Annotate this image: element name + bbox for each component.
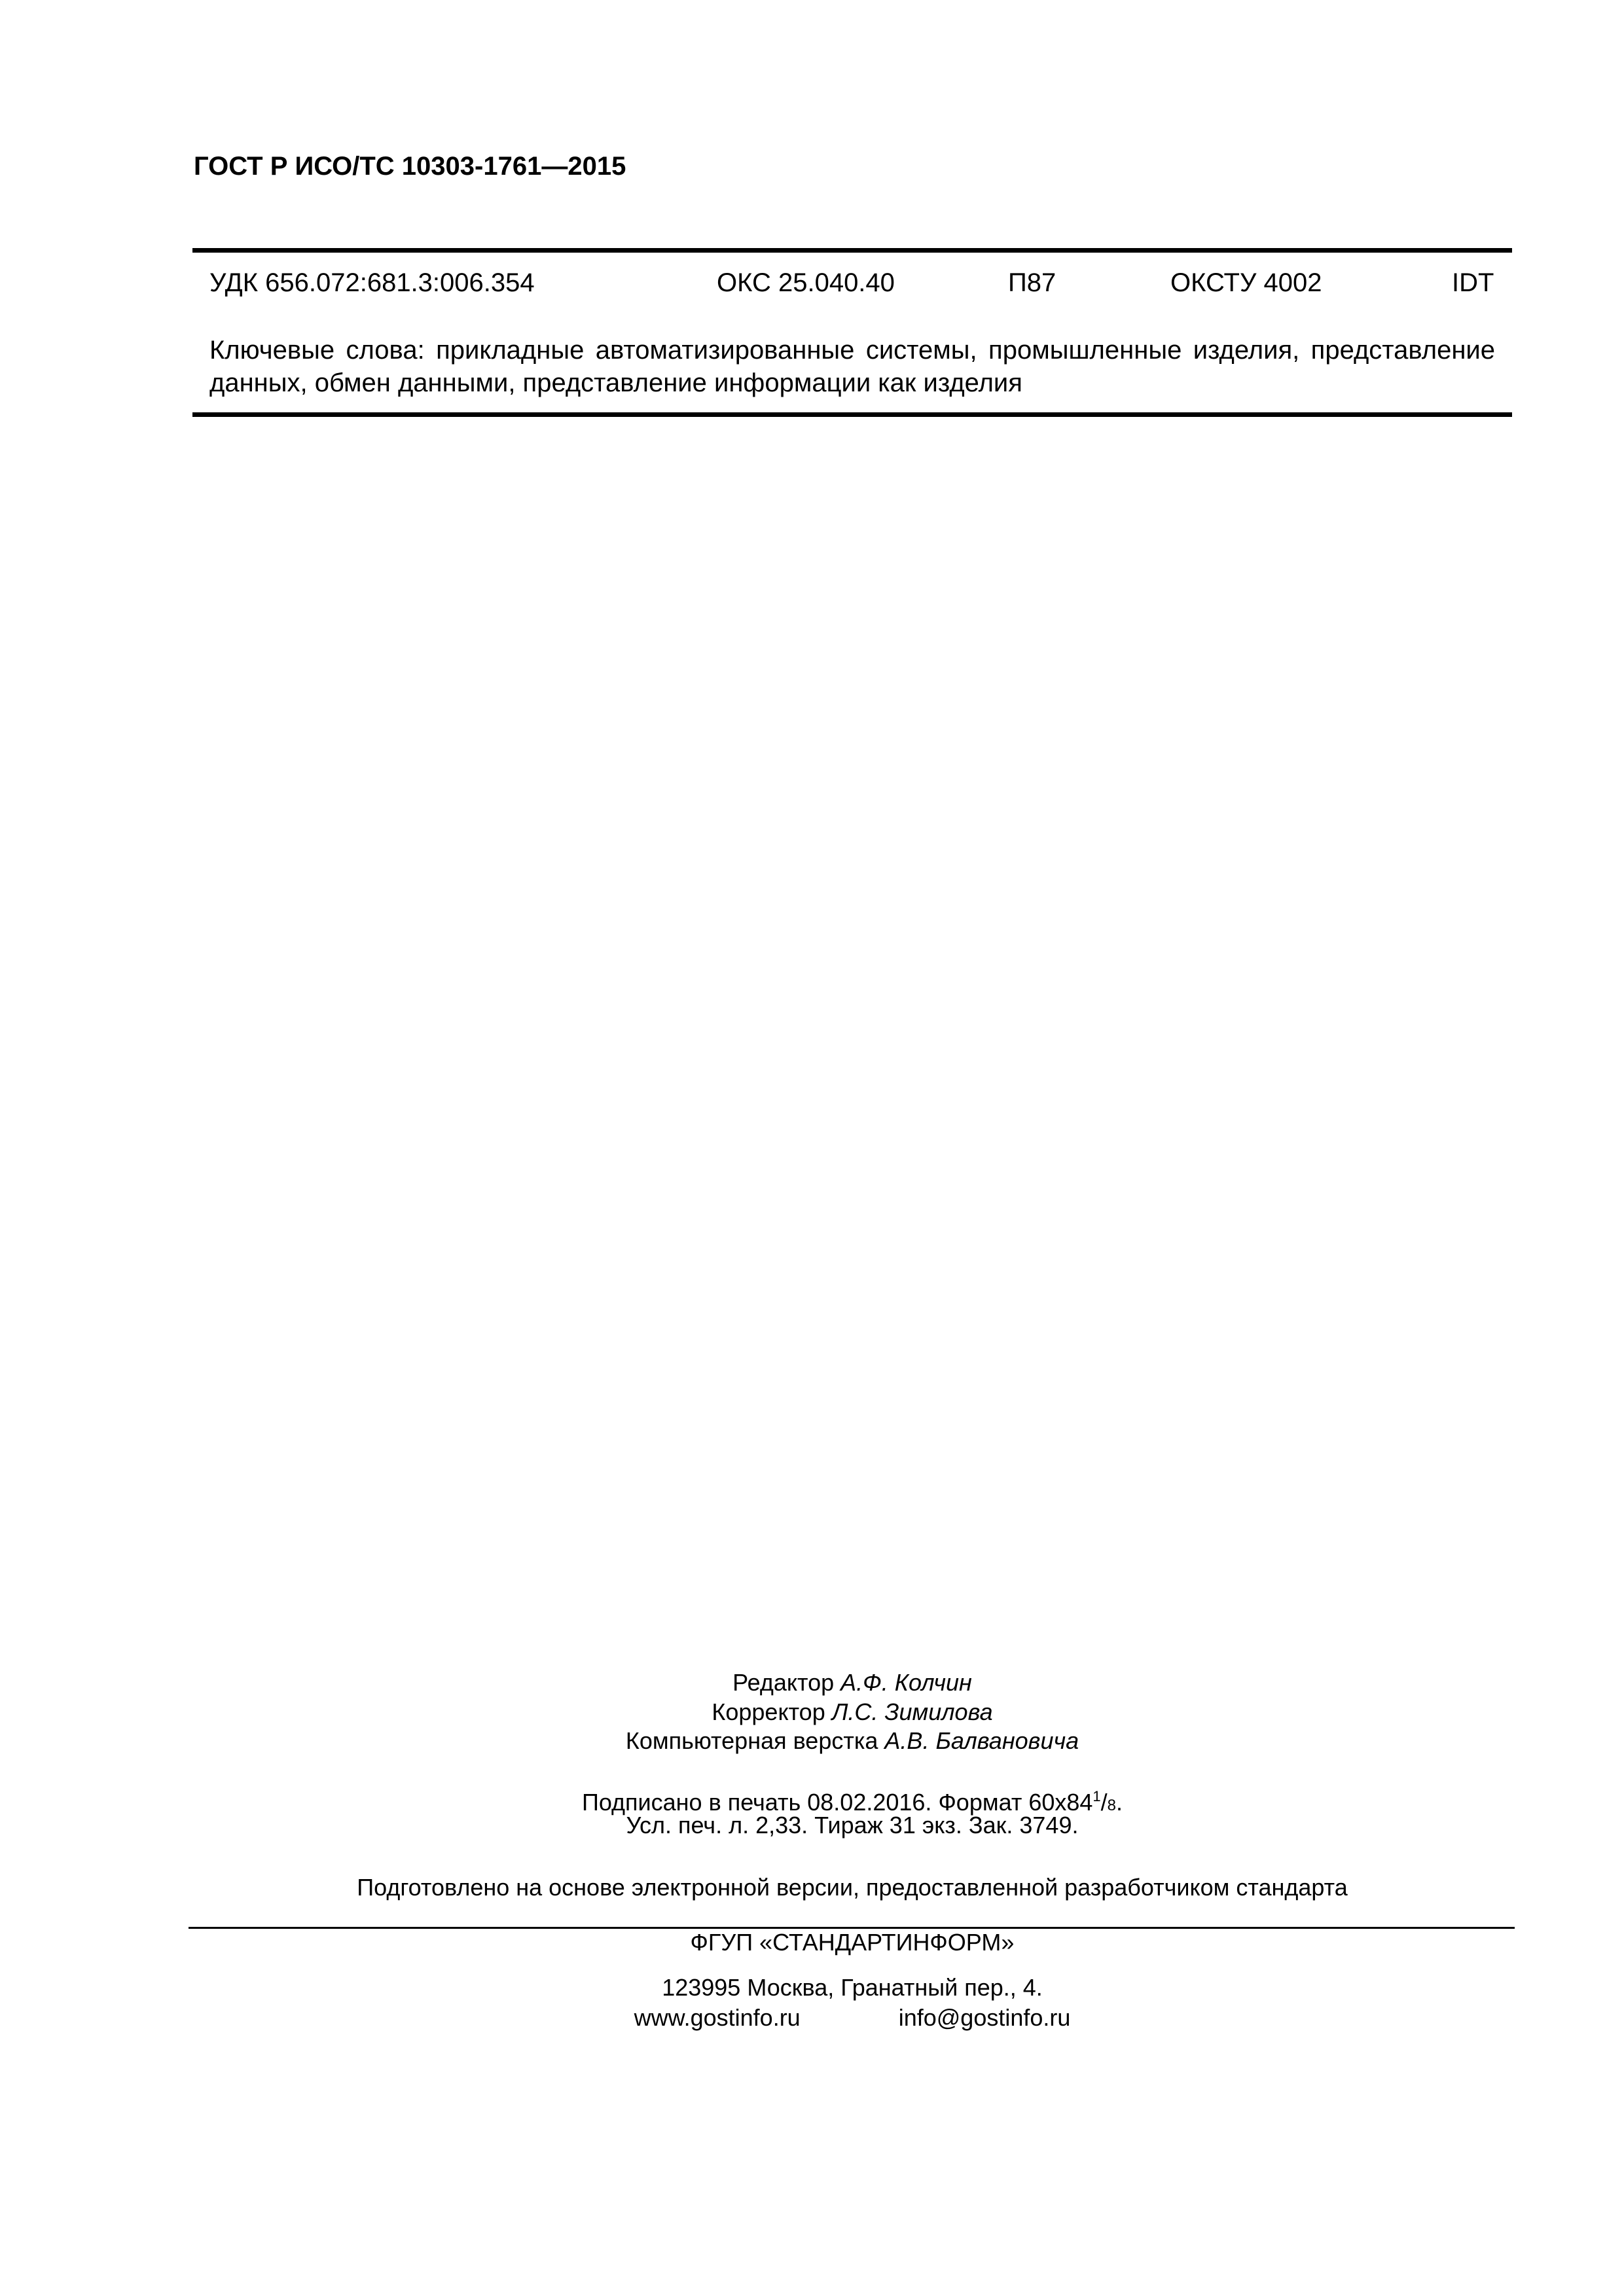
- signed-text: Подписано в печать 08.02.2016. Формат 60х84: [581, 1789, 1093, 1816]
- email-link[interactable]: info@gostinfo.ru: [898, 2004, 1071, 2031]
- format-superscript: 1: [1092, 1788, 1101, 1804]
- idt-marker: IDT: [1452, 268, 1494, 297]
- website-link[interactable]: www.gostinfo.ru: [634, 2004, 801, 2031]
- format-slash: /: [1100, 1789, 1108, 1816]
- udk-code: УДК 656.072:681.3:006.354: [209, 268, 535, 297]
- bottom-thick-rule: [192, 412, 1512, 417]
- editor-name: А.Ф. Колчин: [840, 1669, 972, 1696]
- editor-label: Редактор: [732, 1669, 835, 1696]
- address-line: 123995 Москва, Гранатный пер., 4.: [662, 1974, 1043, 2001]
- corrector-label: Корректор: [712, 1698, 825, 1725]
- prepared-line: Подготовлено на основе электронной версии, предоставленной разработчиком стандарта: [357, 1874, 1348, 1901]
- top-thick-rule: [192, 248, 1512, 253]
- editor-line: [192, 1668, 1512, 1697]
- keywords-paragraph: Ключевые слова: прикладные автоматизированные системы, промышленные изделия, представление данных, обмен данными, представление информации как изделия: [209, 336, 1495, 397]
- oks-code: ОКС 25.040.40: [717, 268, 895, 297]
- layout-label: Компьютерная верстка: [625, 1727, 878, 1754]
- format-subscript: 8: [1107, 1797, 1117, 1814]
- layout-name: А.В. Балвановича: [884, 1727, 1079, 1754]
- corrector-line: [192, 1698, 1512, 1727]
- p-code: П87: [1008, 268, 1056, 297]
- print-details-line: Усл. печ. л. 2,33. Тираж 31 экз. Зак. 3749.: [626, 1812, 1079, 1839]
- format-end: .: [1116, 1789, 1123, 1816]
- contacts-line: [192, 2003, 1512, 2032]
- corrector-name: Л.С. Зимилова: [831, 1698, 993, 1725]
- okstu-code: ОКСТУ 4002: [1170, 268, 1322, 297]
- organization-line: ФГУП «СТАНДАРТИНФОРМ»: [690, 1929, 1015, 1956]
- standard-code-header: ГОСТ Р ИСО/ТС 10303-1761—2015: [194, 152, 626, 181]
- layout-line: [192, 1727, 1512, 1755]
